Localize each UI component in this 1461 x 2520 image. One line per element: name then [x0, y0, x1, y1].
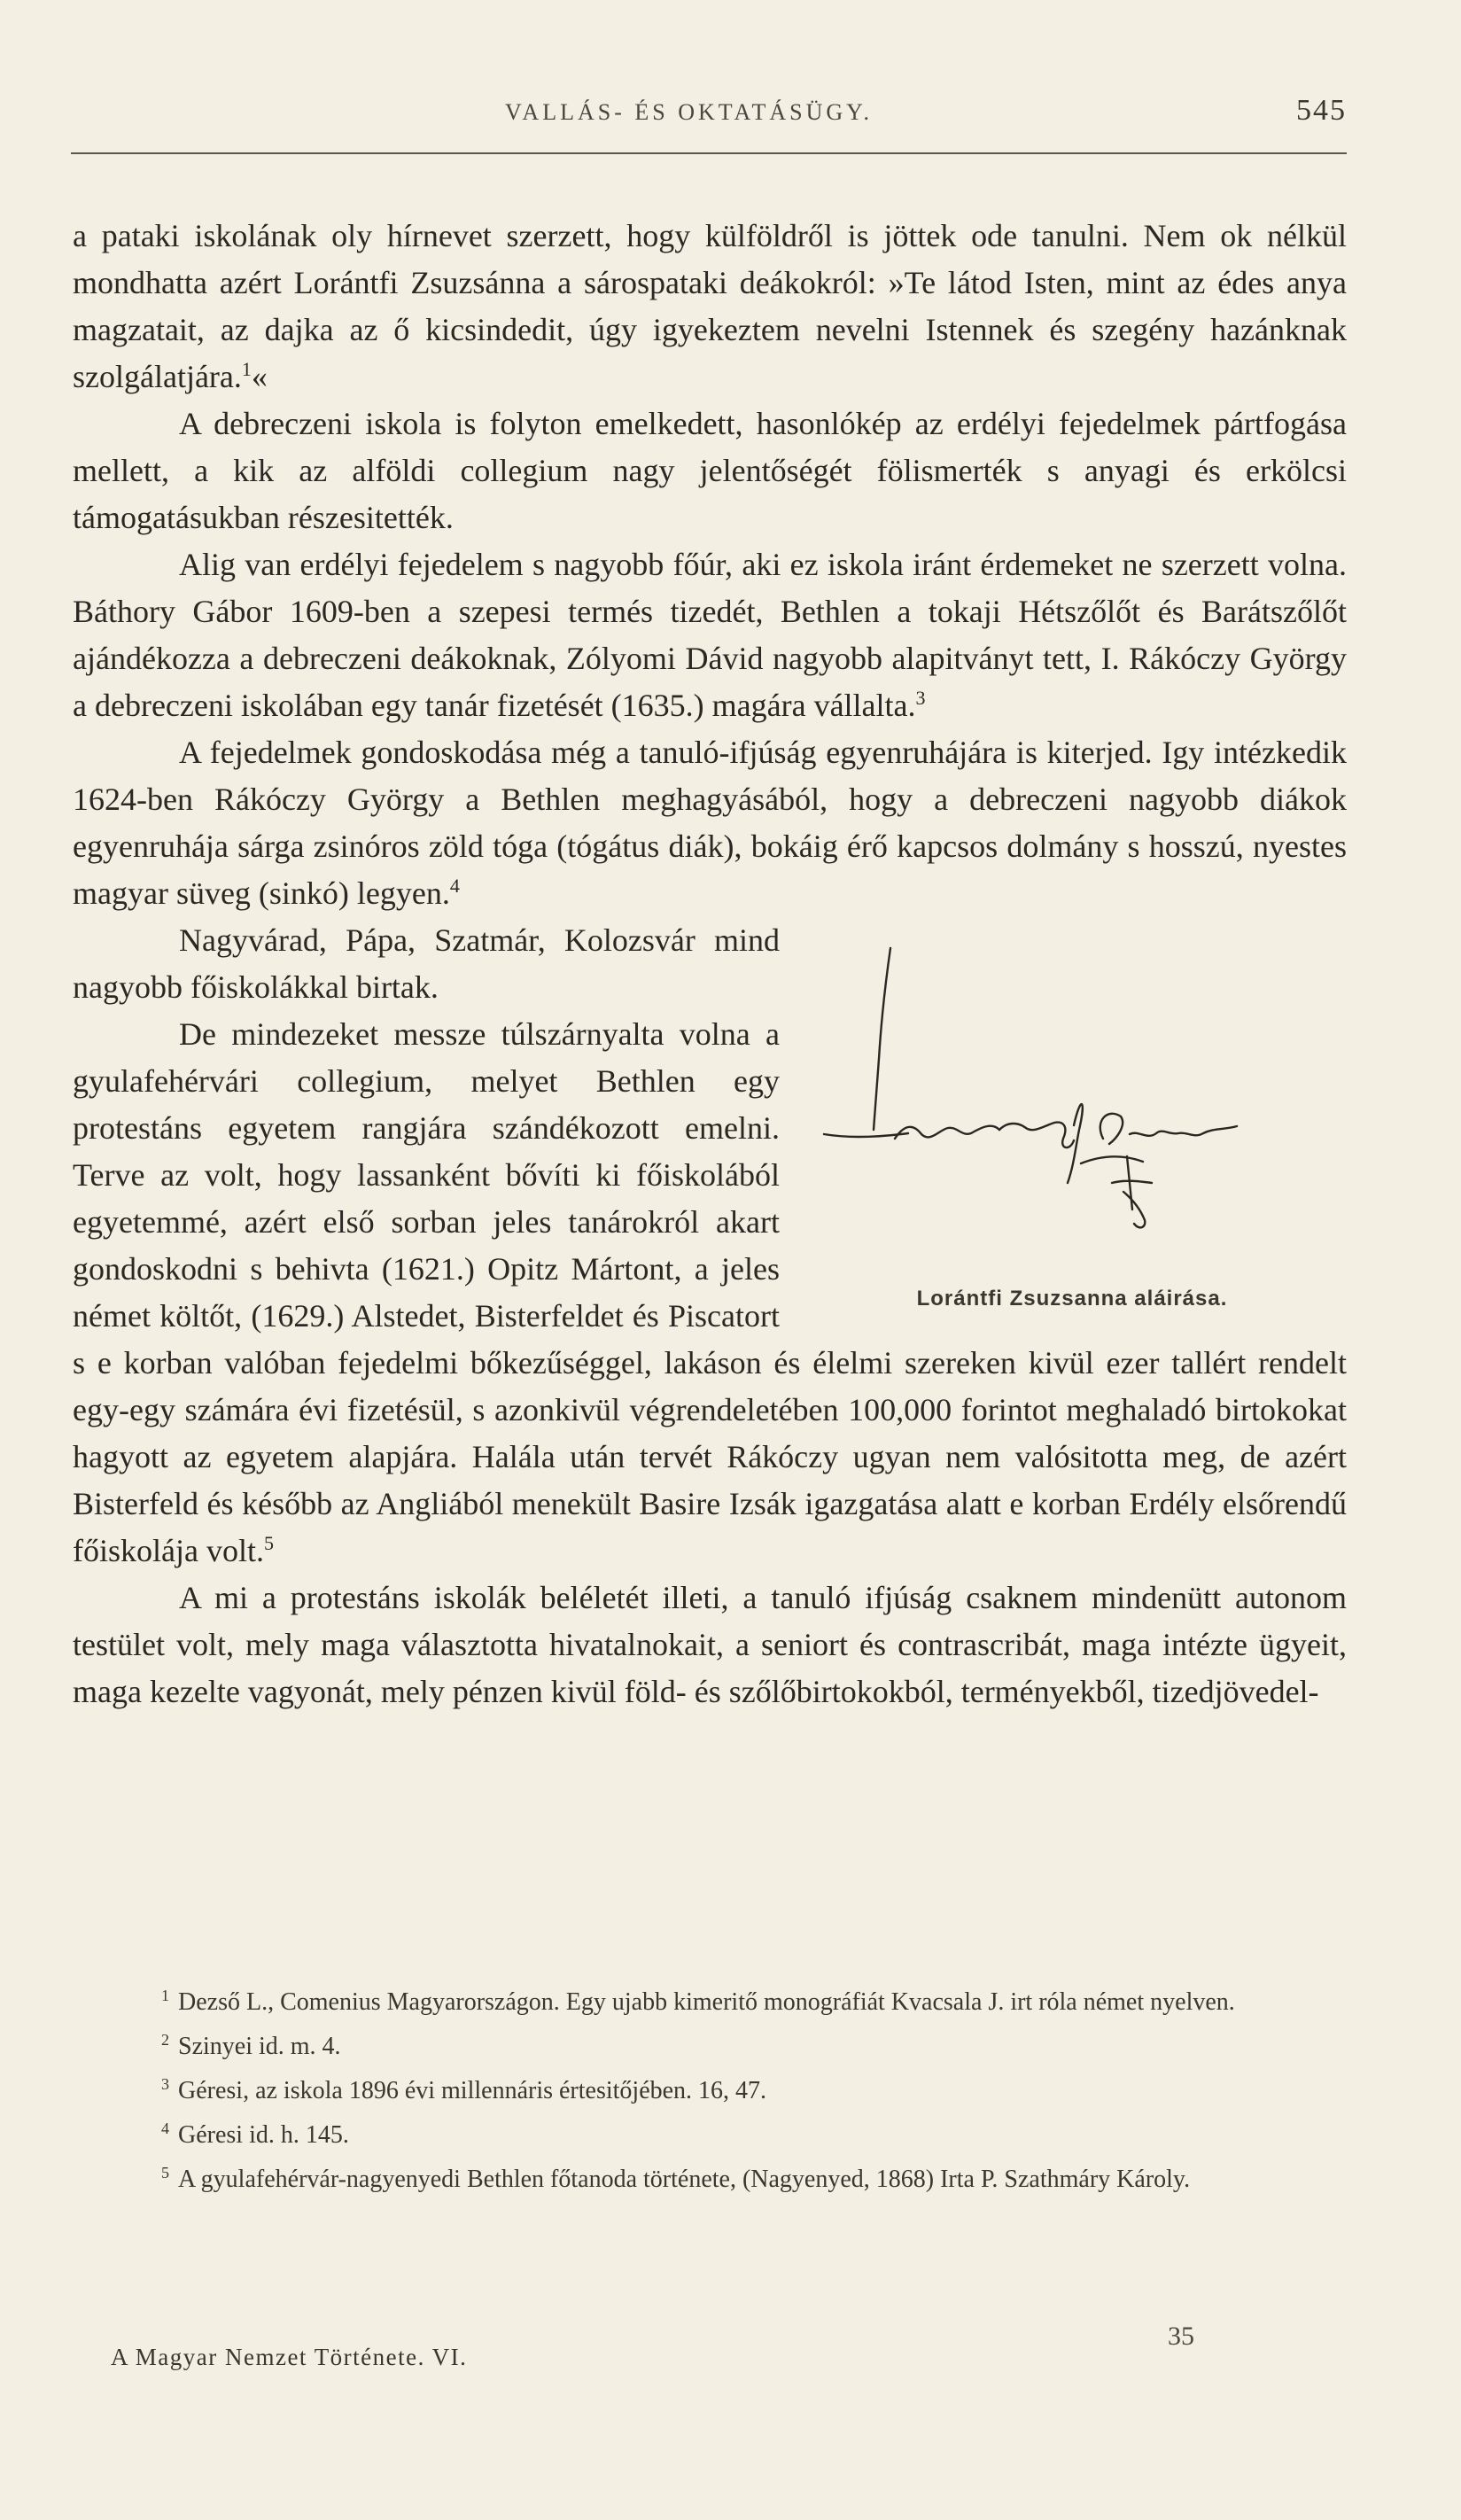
- signature-caption: Lorántfi Zsuzsanna aláirása.: [916, 1287, 1228, 1311]
- footnote-text: Géresi id. h. 145.: [178, 2121, 349, 2149]
- page-number: 545: [1296, 94, 1347, 127]
- paragraph-2: [73, 401, 1347, 541]
- printer-signature: A Magyar Nemzet Története. VI.: [111, 2344, 468, 2370]
- footnote-text: Dezső L., Comenius Magyarországon. Egy ujabb kimeritő monográfiát Kvacsala J. irt róla német nyelven.: [178, 1988, 1235, 2016]
- footnote-ref-5: 5: [263, 1532, 274, 1554]
- footnote-ref-4: 4: [449, 875, 460, 897]
- footnote-mark: 1: [161, 1986, 169, 2004]
- paragraph-7: [73, 1575, 1347, 1715]
- footnote-text: A gyulafehérvár-nagyenyedi Bethlen főtanoda története, (Nagyenyed, 1868) Irta P. Szathmáry Károly.: [178, 2166, 1191, 2193]
- footnote-4: [73, 2113, 1348, 2158]
- paragraph-5-text: Nagyvárad, Pápa, Szatmár, Kolozsvár mind nagyobb főiskolákkal birtak.: [73, 922, 780, 1005]
- footnote-5: [73, 2158, 1348, 2202]
- signature-figure: [797, 917, 1347, 1334]
- paragraph-6-text: De mindezeket messze túlszárnyalta volna a gyulafehérvári collegium, melyet Bethlen egy protestáns egyetem rangjára szándékozott emelni. Terve az volt, hogy lassanként bővíti ki főiskolából egyetemmé, azért első sorban jeles tanárokról akart gondoskodni s behivta (1621.) Opitz Mártont, a jeles német költőt, (1629.) Alstedet, Bisterfeldet és Piscatort s e korban valóban fejedelmi bőkezűséggel, lakáson és élelmi szereken kivül ezer tallért rendelt egy-egy számára évi fizetésül, s azonkivül végrendeletében 100,000 forintot meghaladó birtokokat hagyott az egyetem alapjára. Halála után tervét Rákóczy ugyan nem valósitotta meg, de azért Bisterfeld és később az Angliából menekült Basire Izsák igazgatása alatt e korban Erdély elsőrendű főiskolája volt.: [73, 1016, 1347, 1568]
- paragraph-3-text: Alig van erdélyi fejedelem s nagyobb főúr, aki ez iskola iránt érdemeket ne szerzett volna. Báthory Gábor 1609-ben a szepesi termés tizedét, Bethlen a tokaji Hétszőlőt és Barátszőlőt ajándékozza a debreczeni deákoknak, Zólyomi Dávid nagyobb alapitványt tett, I. Rákóczy György a debreczeni iskolában egy tanár fizetését (1635.) magára vállalta.: [73, 547, 1347, 723]
- paragraph-7-text: A mi a protestáns iskolák beléletét illeti, a tanuló ifjúság csaknem mindenütt autonom testület volt, mely maga választotta hivatalnokait, a seniort és contrascribát, maga intézte ügyeit, maga kezelte vagyonát, mely pénzen kivül föld- és szőlőbirtokokból, terményekből, tizedjövedel-: [73, 1580, 1347, 1709]
- footnote-mark: 4: [161, 2119, 169, 2137]
- paragraph-1-tail: «: [251, 359, 268, 394]
- footnote-1: [73, 1980, 1348, 2025]
- running-header: [71, 94, 1347, 154]
- footnotes: [73, 1980, 1348, 2202]
- footnote-text: Géresi, az iskola 1896 évi millennáris értesitőjében. 16, 47.: [178, 2077, 767, 2104]
- footnote-ref-1: 1: [241, 358, 252, 380]
- footnote-ref-3: 3: [915, 687, 926, 709]
- footnote-mark: 3: [161, 2074, 169, 2093]
- sheet-number: 35: [1168, 2322, 1194, 2351]
- footnote-text: Szinyei id. m. 4.: [178, 2033, 341, 2060]
- paragraph-4: [73, 729, 1347, 917]
- footnote-2: [73, 2025, 1348, 2069]
- running-head-title: VALLÁS- ÉS OKTATÁSÜGY.: [505, 99, 874, 125]
- footnote-mark: 2: [161, 2030, 169, 2049]
- paragraph-2-text: A debreczeni iskola is folyton emelkedett, hasonlókép az erdélyi fejedelmek pártfogása mellett, a kik az alföldi collegium nagy jelentőségét fölismerték s anyagi és erkölcsi támogatásukban részesitették.: [73, 406, 1347, 535]
- paragraph-1-text: a pataki iskolának oly hírnevet szerzett, hogy külföldről is jöttek ode tanulni. Nem ok nélkül mondhatta azért Lorántfi Zsuzsánna a sárospataki deákokról: »Te látod Isten, mint az édes anya magzatait, az dajka az ő kicsindedit, úgy igyekeztem nevelni Istennek és szegény hazánknak szolgálatjára.: [73, 218, 1347, 394]
- main-text: [73, 213, 1347, 1715]
- paragraph-3: [73, 541, 1347, 729]
- footnote-mark: 5: [161, 2163, 169, 2182]
- paragraph-1: [73, 213, 1347, 401]
- paragraph-4-text: A fejedelmek gondoskodása még a tanuló-ifjúság egyenruhájára is kiterjed. Igy intézkedik 1624-ben Rákóczy György a Bethlen meghagyásából, hogy a debreczeni nagyobb diákok egyenruhája sárga zsinóros zöld tóga (tógátus diák), bokáig érő kapcsos dolmány s hosszú, nyestes magyar süveg (sinkó) legyen.: [73, 735, 1347, 911]
- signature-image: [797, 917, 1347, 1272]
- footnote-3: [73, 2069, 1348, 2113]
